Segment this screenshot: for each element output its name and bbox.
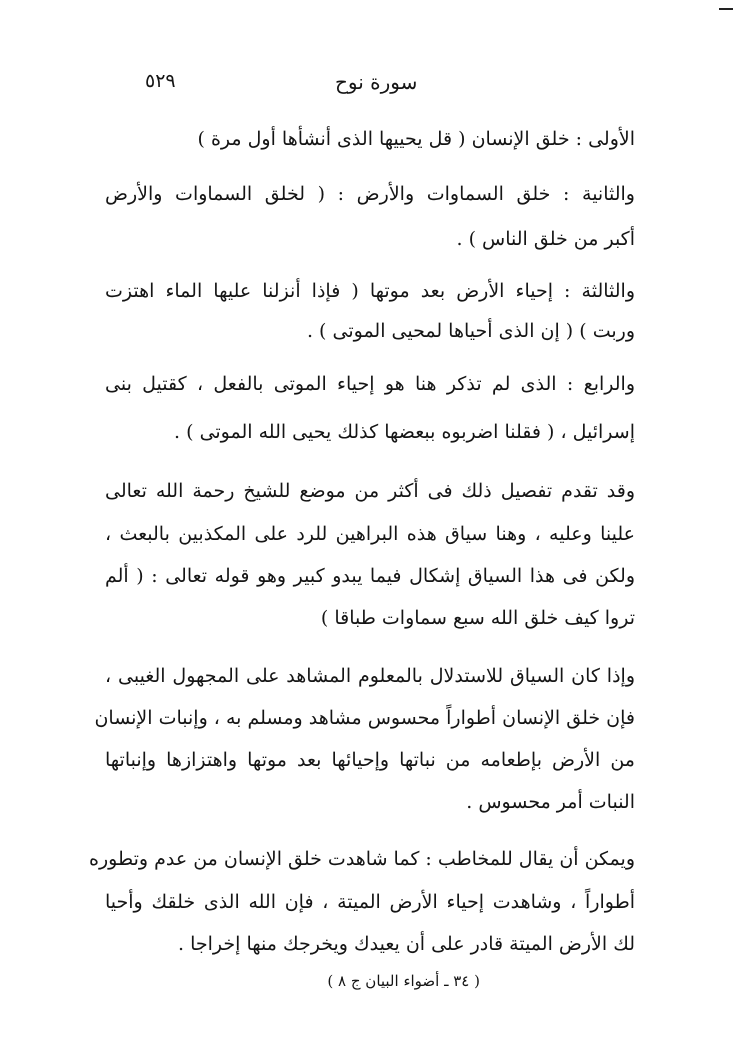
text-line: وقد تقدم تفصيل ذلك فى أكثر من موضع للشيخ رحمة الله تعالى <box>105 480 635 502</box>
text-line: الأولى : خلق الإنسان ( قل يحييها الذى أنشأها أول مرة ) <box>197 128 635 150</box>
footer-signature-note: ( ٣٤ ـ أضواء البيان ج ٨ ) <box>327 972 480 990</box>
text-line: والرابع : الذى لم تذكر هنا هو إحياء الموتى بالفعل ، كقتيل بنى <box>105 373 635 395</box>
text-line: النبات أمر محسوس . <box>466 791 635 813</box>
text-line: وإذا كان السياق للاستدلال بالمعلوم المشاهد على المجهول الغيبى ، <box>105 665 635 687</box>
text-line: والثالثة : إحياء الأرض بعد موتها ( فإذا أنزلنا عليها الماء اهتزت <box>105 280 635 302</box>
text-line: فإن خلق الإنسان أطواراً محسوس مشاهد ومسلم به ، وإنبات الإنسان <box>94 707 635 729</box>
surah-title: سورة نوح <box>335 70 418 94</box>
text-line: وربت ) ( إن الذى أحياها لمحيى الموتى ) . <box>306 320 635 342</box>
text-line: والثانية : خلق السماوات والأرض : ( لخلق السماوات والأرض <box>105 183 635 205</box>
page-header <box>145 70 605 100</box>
text-line: تروا كيف خلق الله سبع سماوات طباقا ) <box>320 607 635 629</box>
text-line: أكبر من خلق الناس ) . <box>456 228 635 250</box>
text-line: ولكن فى هذا السياق إشكال فيما يبدو كبير وهو قوله تعالى : ( ألم <box>105 565 635 587</box>
page-number: ٥٢٩ <box>145 70 176 92</box>
text-line: إسرائيل ، ( فقلنا اضربوه ببعضها كذلك يحيى الله الموتى ) . <box>174 421 635 443</box>
text-line: أطواراً ، وشاهدت إحياء الأرض الميتة ، فإن الله الذى خلقك وأحيا <box>105 891 635 913</box>
text-line: علينا وعليه ، وهنا سياق هذه البراهين للرد على المكذبين بالبعث ، <box>105 523 635 545</box>
text-line: ويمكن أن يقال للمخاطب : كما شاهدت خلق الإنسان من عدم وتطوره <box>89 848 635 870</box>
text-line: من الأرض بإطعامه من نباتها وإحيائها بعد موتها واهتزازها وإنباتها <box>105 749 635 771</box>
text-line: لك الأرض الميتة قادر على أن يعيدك ويخرجك منها إخراجا . <box>178 933 635 955</box>
page-edge-mark <box>719 8 733 10</box>
